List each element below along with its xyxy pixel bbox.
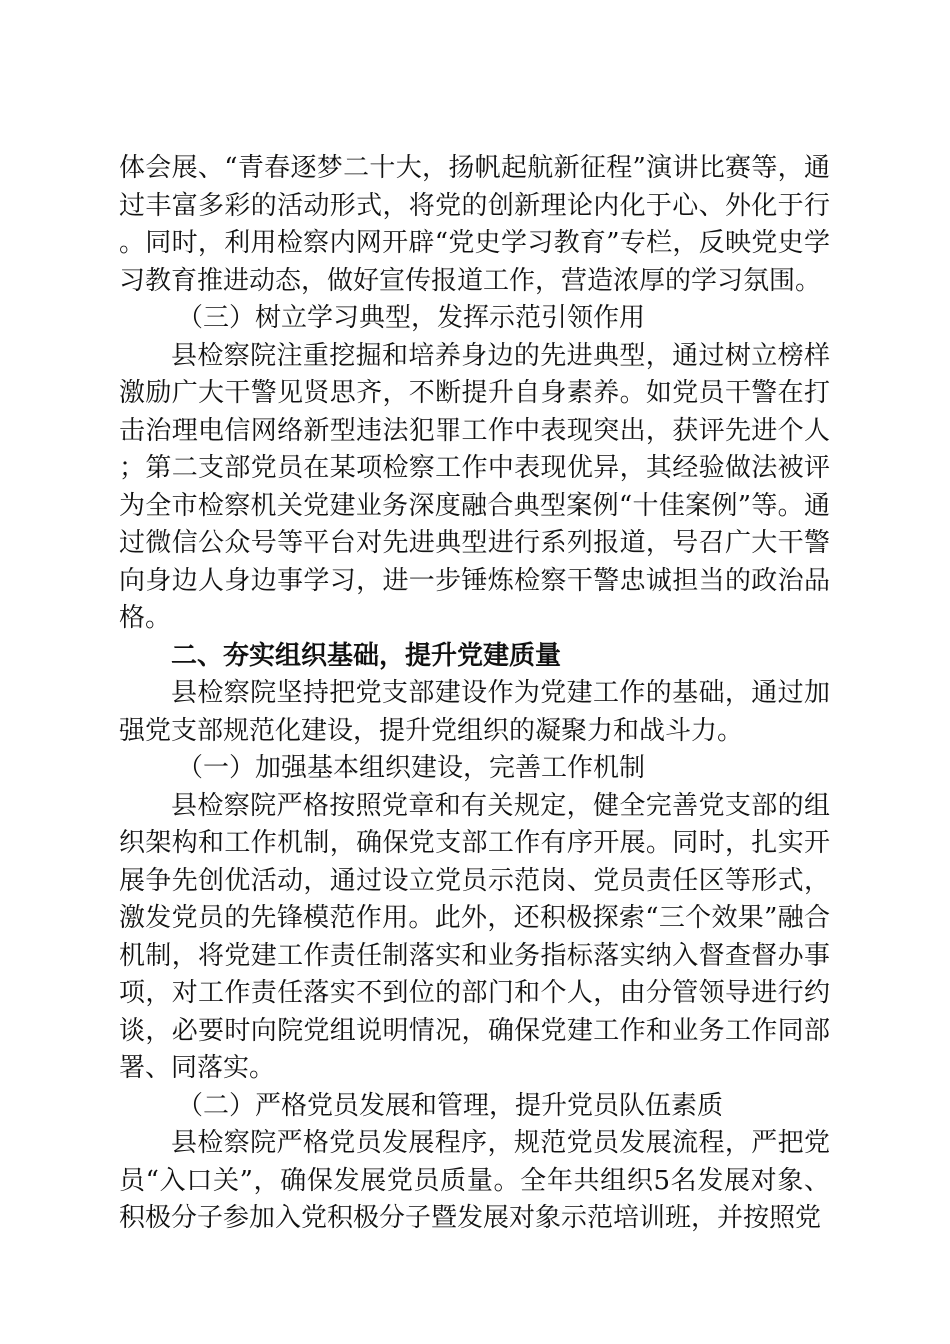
section-heading: 二、夯实组织基础，提升党建质量 [171, 640, 562, 671]
subheading-one: （一）加强基本组织建设，完善工作机制 [177, 753, 646, 783]
subheading-three: （三）树立学习典型，发挥示范引领作用 [177, 303, 646, 333]
document-page [119, 150, 830, 1238]
paragraph: 县检察院注重挖掘和培养身边的先进典型，通过树立榜样激励广大干警见贤思齐，不断提升自身素养。如党员干警在打击治理电信网络新型违法犯罪工作中表现突出，获评先进个人；第二支部党员在某项检察工作中表现优异，其经验做法被评为全市检察机关党建业务深度融合典型案例“十佳案例”等。通过微信公众号等平台对先进典型进行系列报道，号召广大干警向身边人身边事学习，进一步锤炼检察干警忠诚担当的政治品格。 [119, 340, 830, 633]
subheading-two: （二）严格党员发展和管理，提升党员队伍素质 [177, 1090, 724, 1121]
paragraph-continued: 体会展、“青春逐梦二十大，扬帆起航新征程”演讲比赛等，通过丰富多彩的活动形式，将党的创新理论内化于心、外化于行。同时，利用检察内网开辟“党史学习教育”专栏，反映党史学习教育推进动态，做好宣传报道工作，营造浓厚的学习氛围。 [119, 153, 830, 296]
paragraph: 县检察院严格按照党章和有关规定，健全完善党支部的组织架构和工作机制，确保党支部工作有序开展。同时，扎实开展争先创优活动，通过设立党员示范岗、党员责任区等形式，激发党员的先锋模范作用。此外，还积极探索“三个效果”融合机制，将党建工作责任制落实和业务指标落实纳入督查督办事项，对工作责任落实不到位的部门和个人，由分管领导进行约谈，必要时向院党组说明情况，确保党建工作和业务工作同部署、同落实。 [119, 790, 830, 1083]
paragraph: 县检察院严格党员发展程序，规范党员发展流程，严把党员“入口关”，确保发展党员质量。全年共组织5名发展对象、积极分子参加入党积极分子暨发展对象示范培训班，并按照党 [119, 1128, 830, 1233]
paragraph: 县检察院坚持把党支部建设作为党建工作的基础，通过加强党支部规范化建设，提升党组织的凝聚力和战斗力。 [119, 678, 830, 746]
